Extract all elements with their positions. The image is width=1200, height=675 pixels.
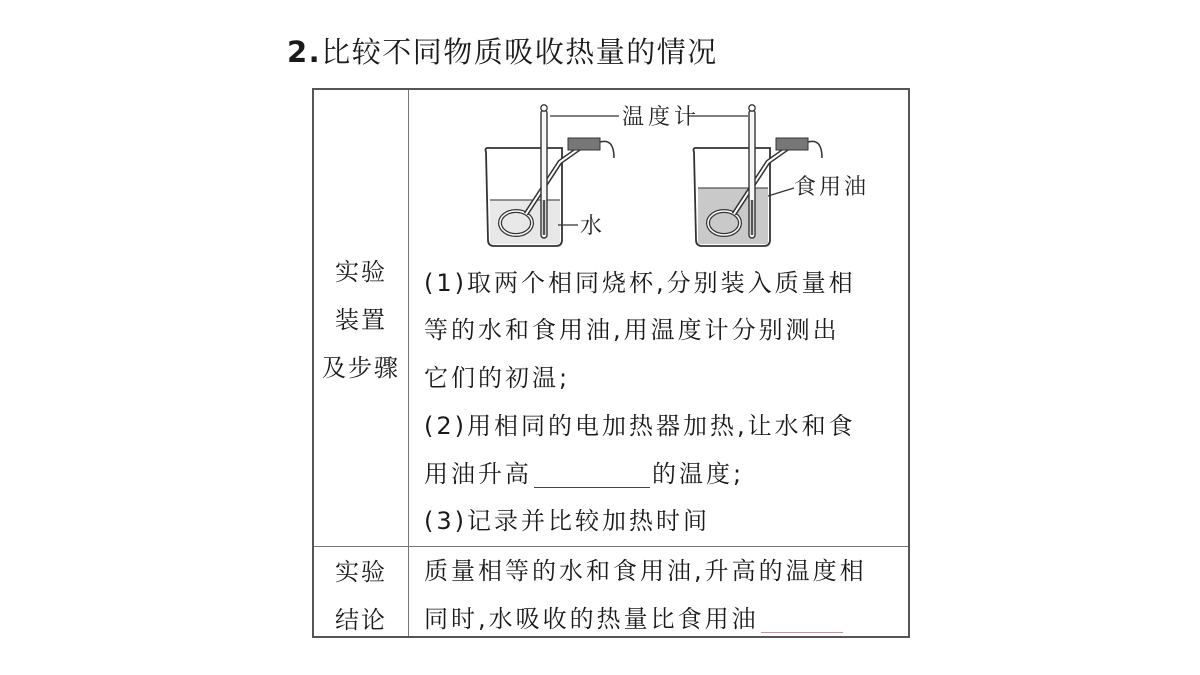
answer-blank-conclusion[interactable] (761, 602, 843, 633)
conclusion-text: 同时,水吸收的热量比食用油 (424, 605, 759, 633)
experiment-apparatus-figure (464, 100, 904, 250)
row-label-line: 及步骤 (322, 354, 400, 382)
oil-label: 食用油 (794, 175, 870, 200)
step-line: (1)取两个相同烧杯,分别装入质量相 (424, 269, 856, 297)
row-label-conclusion (314, 548, 408, 644)
row-label-setup (314, 248, 408, 392)
answer-blank-temperature[interactable] (534, 457, 650, 488)
step-line: 等的水和食用油,用温度计分别测出 (424, 316, 840, 344)
water-label: 水 (580, 214, 603, 239)
experiment-table (312, 88, 910, 638)
question-number: 2. (287, 35, 322, 69)
step-line-with-blank (424, 450, 908, 498)
step-line: (2)用相同的电加热器加热,让水和食 (424, 412, 856, 440)
question-title (287, 30, 718, 71)
step-line: (3)记录并比较加热时间 (424, 507, 710, 535)
column-divider (408, 90, 409, 636)
question-title-text: 比较不同物质吸收热量的情况 (321, 35, 718, 69)
row-label-line: 实验 (335, 258, 387, 286)
row-label-line: 装置 (335, 306, 387, 334)
thermometer-label: 温度计 (622, 105, 701, 130)
conclusion-line: 质量相等的水和食用油,升高的温度相 (424, 557, 867, 585)
conclusion-line-with-blank (424, 595, 908, 643)
step-text: 的温度; (652, 460, 745, 488)
step-line: 它们的初温; (424, 364, 571, 392)
step-text: 用油升高 (424, 460, 532, 488)
row-label-line: 实验 (335, 558, 387, 586)
row-label-line: 结论 (335, 606, 387, 634)
